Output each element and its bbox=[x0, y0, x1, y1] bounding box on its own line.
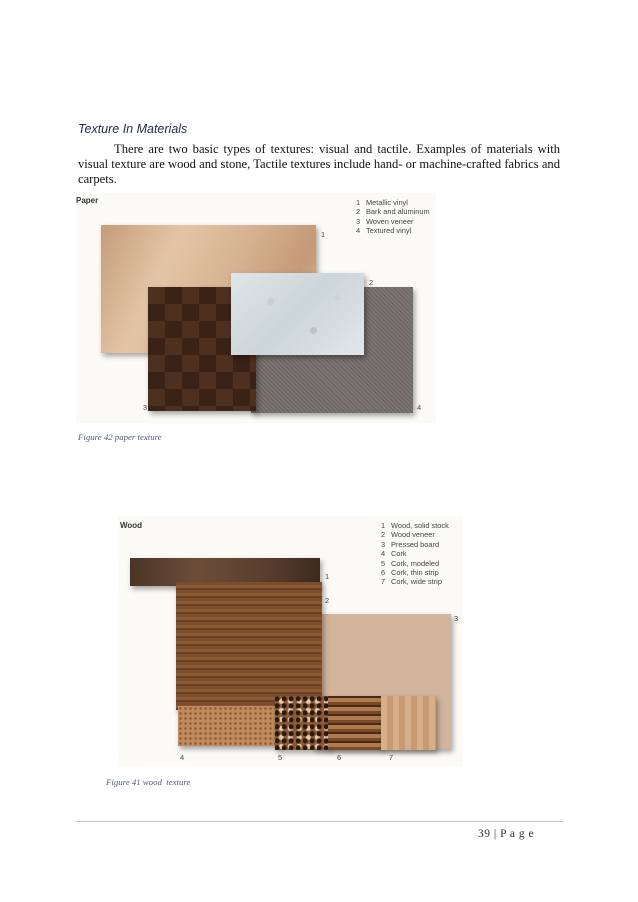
legend-item: 7 Cork, wide strip bbox=[381, 577, 442, 587]
paper-marker-4: 4 bbox=[417, 403, 422, 412]
wood-marker-5: 5 bbox=[278, 753, 283, 762]
page-number: 39 bbox=[478, 828, 491, 840]
legend-item: 2 Bark and aluminum bbox=[356, 207, 430, 217]
paper-legend bbox=[356, 198, 430, 236]
wood-figure-label: Wood bbox=[120, 521, 143, 530]
cork-wide-strip-swatch bbox=[381, 696, 436, 750]
page-footer: 39 | P a g e bbox=[478, 828, 535, 840]
legend-item: 4 Textured vinyl bbox=[356, 226, 412, 236]
section-title: Texture In Materials bbox=[78, 122, 188, 136]
wood-figure-caption: Figure 41 wood texture bbox=[106, 777, 191, 787]
paper-marker-3: 3 bbox=[143, 403, 148, 412]
cork-thin-strip-swatch bbox=[328, 696, 383, 750]
cork-modeled-swatch bbox=[275, 696, 330, 750]
legend-item: 3 Woven veneer bbox=[356, 216, 414, 226]
paper-marker-1: 1 bbox=[321, 230, 326, 239]
wood-marker-2: 2 bbox=[325, 596, 330, 605]
bark-aluminum-swatch bbox=[231, 273, 364, 355]
wood-marker-6: 6 bbox=[337, 753, 342, 762]
legend-item: 3 Pressed board bbox=[381, 539, 440, 549]
legend-item: 4 Cork bbox=[381, 549, 407, 559]
wood-marker-1: 1 bbox=[325, 572, 330, 581]
body-paragraph-text: There are two basic types of textures: visual and tactile. Examples of materials with visual texture are wood and stone, Tactile textures include hand- or machine-crafted fabrics and carpets. bbox=[78, 142, 560, 187]
legend-item: 1 Wood, solid stock bbox=[381, 521, 449, 530]
paper-figure bbox=[76, 193, 436, 423]
paper-figure-caption: Figure 42 paper texture bbox=[78, 432, 162, 442]
legend-item: 6 Cork, thin strip bbox=[381, 568, 439, 578]
footer-rule bbox=[75, 821, 563, 822]
paper-figure-label: Paper bbox=[76, 196, 99, 205]
cork-swatch bbox=[178, 706, 278, 746]
page-word: P a g e bbox=[500, 828, 535, 840]
legend-item: 5 Cork, modeled bbox=[381, 558, 440, 568]
legend-item: 1 Metallic vinyl bbox=[356, 198, 408, 207]
wood-figure bbox=[118, 516, 463, 766]
wood-marker-4: 4 bbox=[180, 753, 185, 762]
paper-marker-2: 2 bbox=[369, 278, 374, 287]
body-paragraph bbox=[78, 142, 560, 188]
wood-marker-3: 3 bbox=[454, 614, 459, 623]
wood-marker-7: 7 bbox=[389, 753, 394, 762]
wood-veneer-swatch bbox=[176, 582, 322, 710]
legend-item: 2 Wood veneer bbox=[381, 530, 435, 540]
wood-legend bbox=[381, 521, 449, 587]
